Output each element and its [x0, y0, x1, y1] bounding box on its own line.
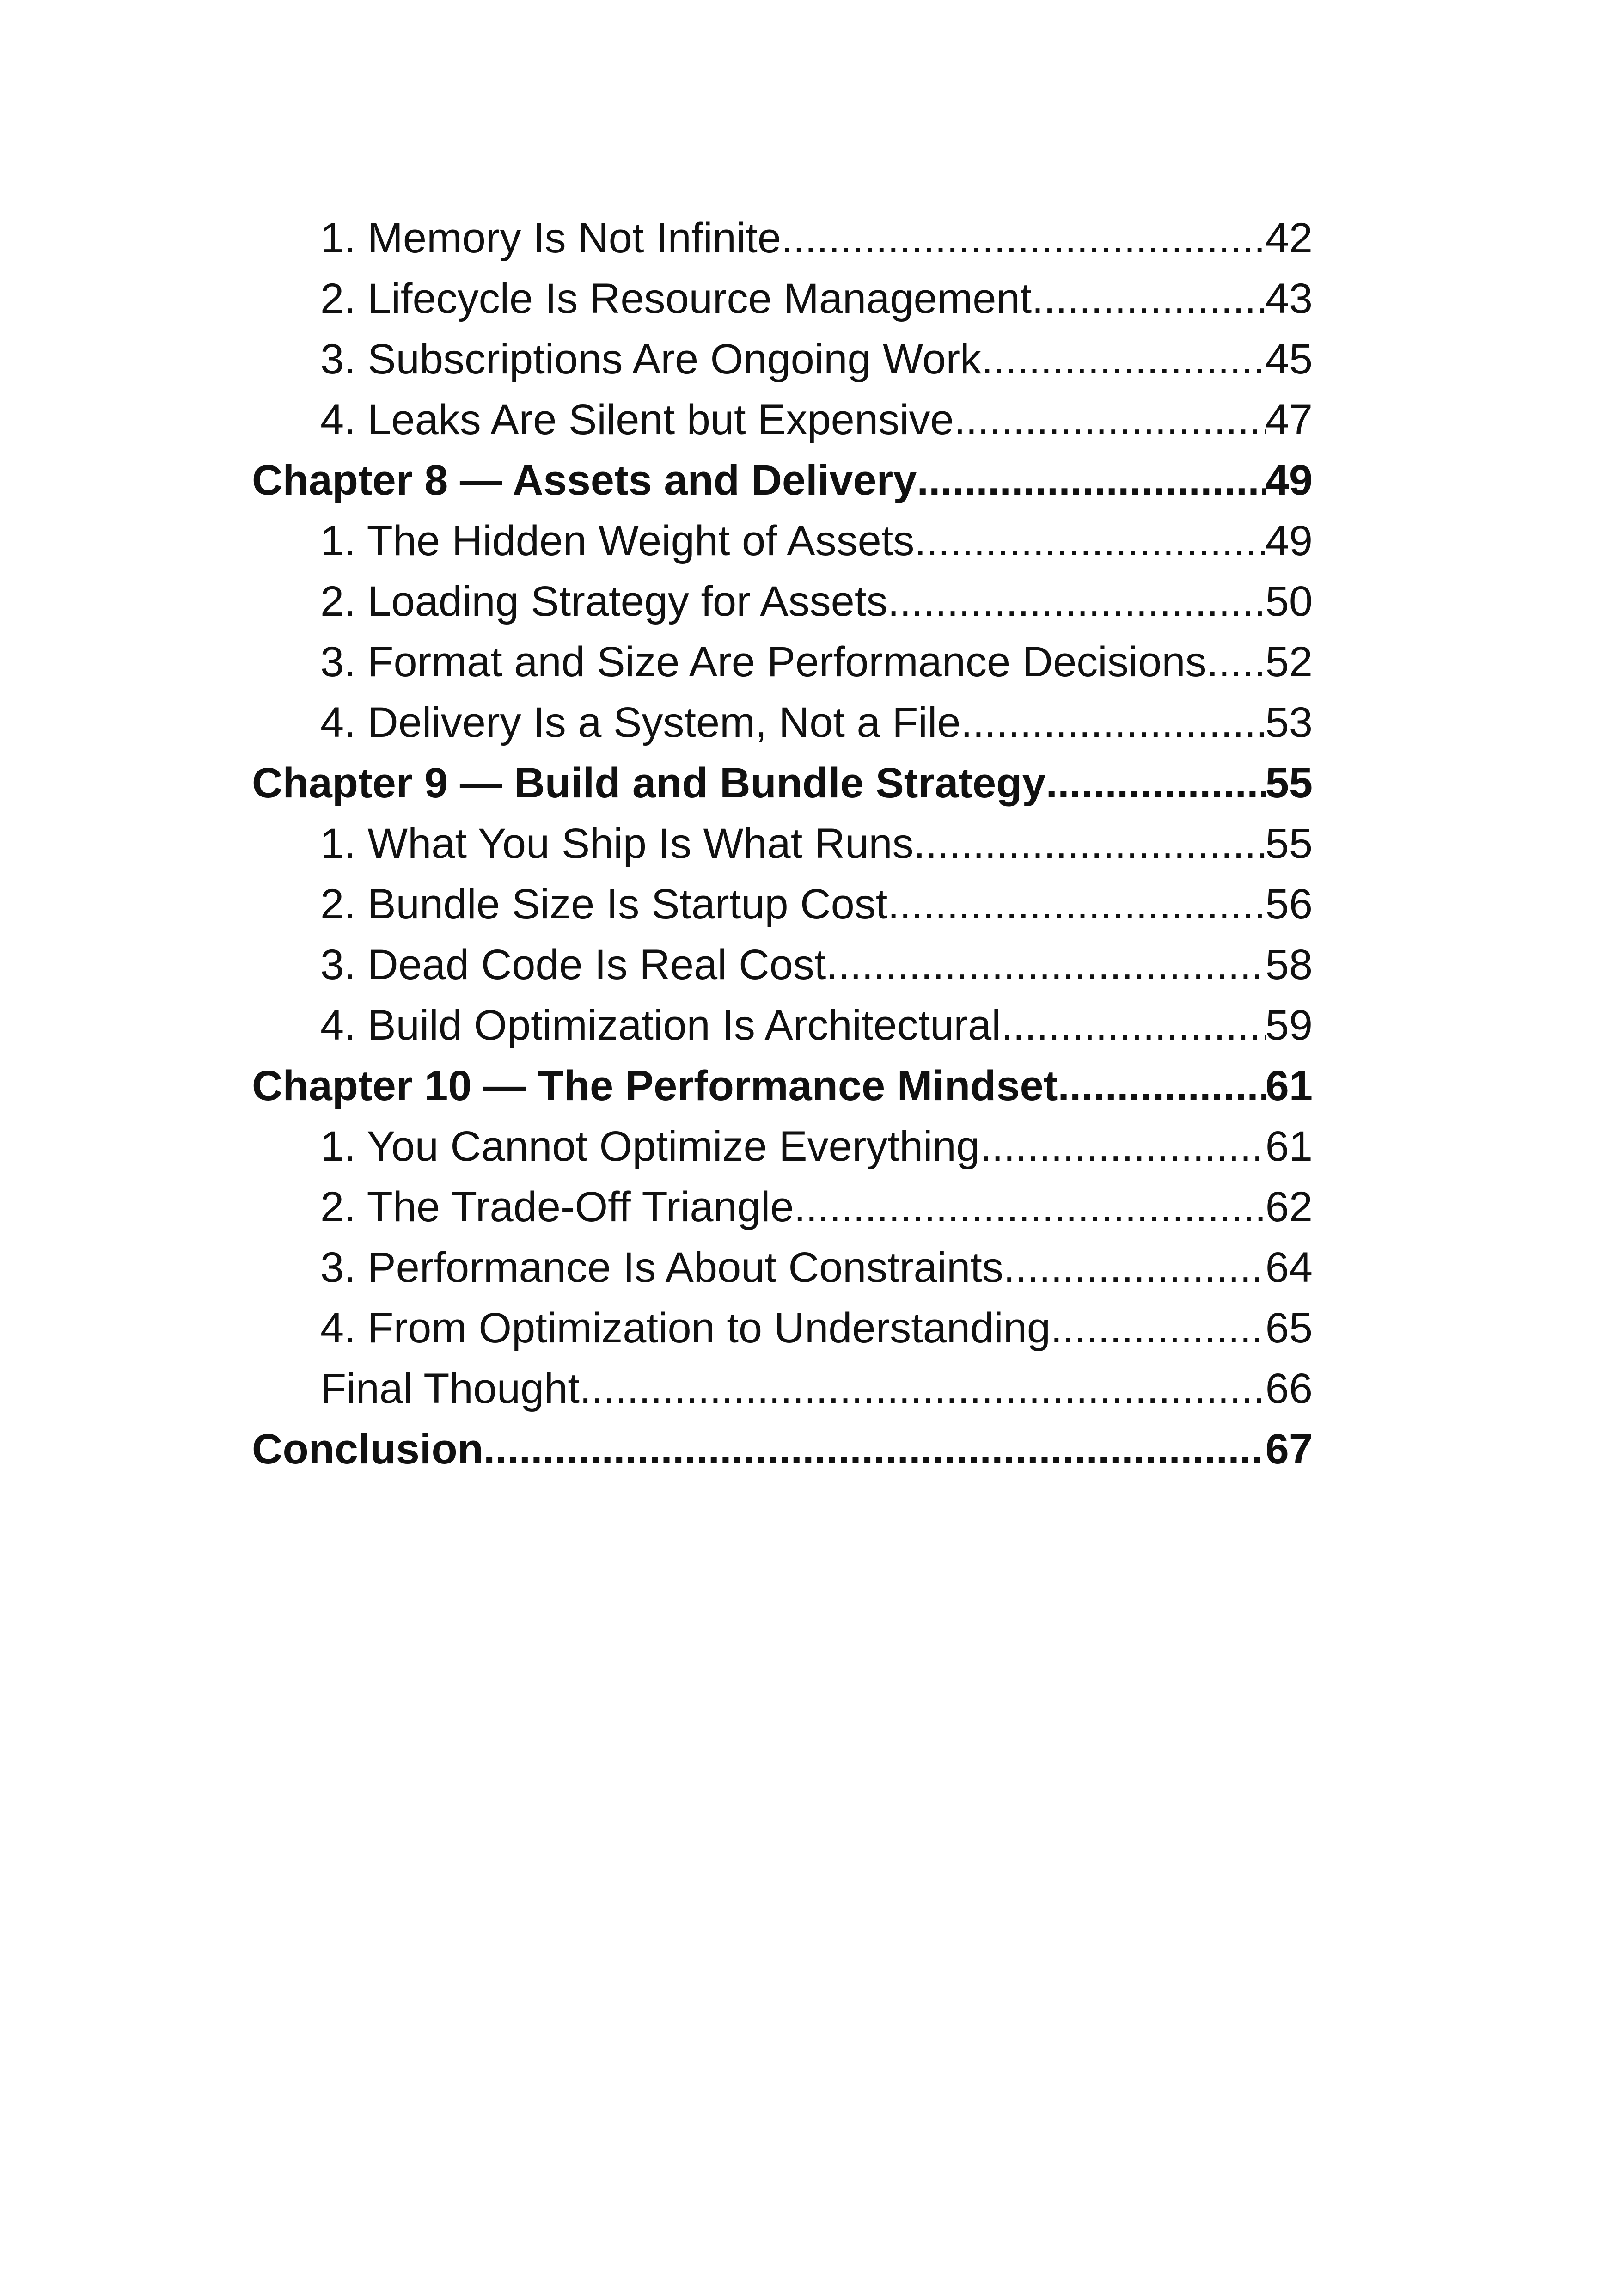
toc-chapter-entry[interactable]: [252, 1419, 1313, 1480]
toc-dot-leader: [1001, 995, 1266, 1056]
toc-dot-leader: [1207, 632, 1266, 692]
toc-entry-title: 4. Delivery Is a System, Not a File: [320, 699, 961, 746]
toc-entry-page: 52: [1265, 638, 1313, 686]
toc-entry-page: 58: [1265, 941, 1313, 988]
toc-dot-leader: [781, 208, 1266, 269]
toc-dot-leader: [1046, 753, 1266, 814]
toc-dot-leader: [580, 1359, 1266, 1419]
toc-entry-title: Final Thought: [320, 1365, 580, 1412]
toc-entry[interactable]: [252, 692, 1313, 753]
toc-dot-leader: [826, 935, 1265, 995]
toc-entry-page: 64: [1265, 1244, 1313, 1291]
toc-entry-title: 2. Lifecycle Is Resource Management: [320, 275, 1032, 322]
toc-dot-leader: [1051, 1298, 1266, 1359]
toc-dot-leader: [887, 571, 1265, 632]
toc-entry[interactable]: [252, 1177, 1313, 1237]
toc-entry-page: 61: [1265, 1123, 1313, 1170]
toc-entry-title: 4. Build Optimization Is Architectural: [320, 1002, 1001, 1049]
toc-dot-leader: [1003, 1237, 1266, 1298]
toc-dot-leader: [917, 450, 1266, 511]
toc-entry[interactable]: [252, 329, 1313, 390]
toc-entry-title: 1. What You Ship Is What Runs: [320, 820, 914, 867]
toc-entry[interactable]: [252, 511, 1313, 571]
toc-entry-title: 3. Subscriptions Are Ongoing Work: [320, 336, 982, 383]
toc-entry-title: 3. Format and Size Are Performance Decisions: [320, 638, 1207, 686]
toc-entry-page: 62: [1265, 1183, 1313, 1231]
toc-chapter-entry[interactable]: [252, 450, 1313, 511]
toc-dot-leader: [1058, 1056, 1265, 1116]
toc-dot-leader: [794, 1177, 1266, 1237]
toc-dot-leader: [914, 814, 1266, 874]
toc-entry-page: 42: [1265, 214, 1313, 262]
toc-entry[interactable]: [252, 632, 1313, 692]
toc-dot-leader: [483, 1419, 1266, 1480]
toc-dot-leader: [887, 874, 1265, 935]
toc-entry-page: 59: [1265, 1002, 1313, 1049]
toc-entry[interactable]: [252, 1116, 1313, 1177]
toc-entry[interactable]: [252, 995, 1313, 1056]
toc-entry-title: Chapter 8 — Assets and Delivery: [252, 457, 917, 504]
toc-entry-page: 49: [1265, 517, 1313, 564]
toc-entry-page: 56: [1265, 881, 1313, 928]
toc-dot-leader: [981, 329, 1266, 390]
toc-dot-leader: [980, 1116, 1266, 1177]
toc-entry-title: Conclusion: [252, 1426, 483, 1473]
toc-entry[interactable]: [252, 874, 1313, 935]
toc-entry-page: 43: [1265, 275, 1313, 322]
toc-entry-title: 2. The Trade-Off Triangle: [320, 1183, 794, 1231]
toc-entry-page: 61: [1265, 1062, 1313, 1109]
toc-entry[interactable]: [252, 935, 1313, 995]
toc-entry-page: 55: [1265, 759, 1313, 807]
toc-entry[interactable]: [252, 571, 1313, 632]
toc-dot-leader: [914, 511, 1265, 571]
toc-entry[interactable]: [252, 1359, 1313, 1419]
toc-entry-page: 47: [1265, 396, 1313, 443]
toc-entry[interactable]: [252, 814, 1313, 874]
toc-entry-title: 3. Performance Is About Constraints: [320, 1244, 1003, 1291]
table-of-contents: [252, 208, 1313, 1480]
toc-dot-leader: [1032, 269, 1265, 329]
toc-entry-page: 65: [1265, 1304, 1313, 1352]
toc-dot-leader: [961, 692, 1266, 753]
toc-entry-title: 4. From Optimization to Understanding: [320, 1304, 1051, 1352]
toc-entry-page: 53: [1265, 699, 1313, 746]
toc-entry-title: 3. Dead Code Is Real Cost: [320, 941, 826, 988]
toc-entry-title: 1. Memory Is Not Infinite: [320, 214, 781, 262]
toc-entry-title: Chapter 10 — The Performance Mindset: [252, 1062, 1058, 1109]
toc-entry[interactable]: [252, 269, 1313, 329]
toc-chapter-entry[interactable]: [252, 753, 1313, 814]
toc-entry-title: 4. Leaks Are Silent but Expensive: [320, 396, 954, 443]
toc-chapter-entry[interactable]: [252, 1056, 1313, 1116]
toc-entry[interactable]: [252, 1237, 1313, 1298]
toc-entry[interactable]: [252, 390, 1313, 450]
toc-entry-title: 1. You Cannot Optimize Everything: [320, 1123, 980, 1170]
toc-entry-page: 45: [1265, 336, 1313, 383]
toc-entry-page: 50: [1265, 578, 1313, 625]
toc-entry-page: 55: [1265, 820, 1313, 867]
toc-entry[interactable]: [252, 1298, 1313, 1359]
toc-entry-page: 67: [1265, 1426, 1313, 1473]
toc-entry-page: 49: [1265, 457, 1313, 504]
toc-entry[interactable]: [252, 208, 1313, 269]
toc-entry-title: 2. Bundle Size Is Startup Cost: [320, 881, 888, 928]
toc-entry-page: 66: [1265, 1365, 1313, 1412]
toc-entry-title: 2. Loading Strategy for Assets: [320, 578, 888, 625]
toc-entry-title: 1. The Hidden Weight of Assets: [320, 517, 915, 564]
toc-dot-leader: [954, 390, 1266, 450]
toc-entry-title: Chapter 9 — Build and Bundle Strategy: [252, 759, 1046, 807]
